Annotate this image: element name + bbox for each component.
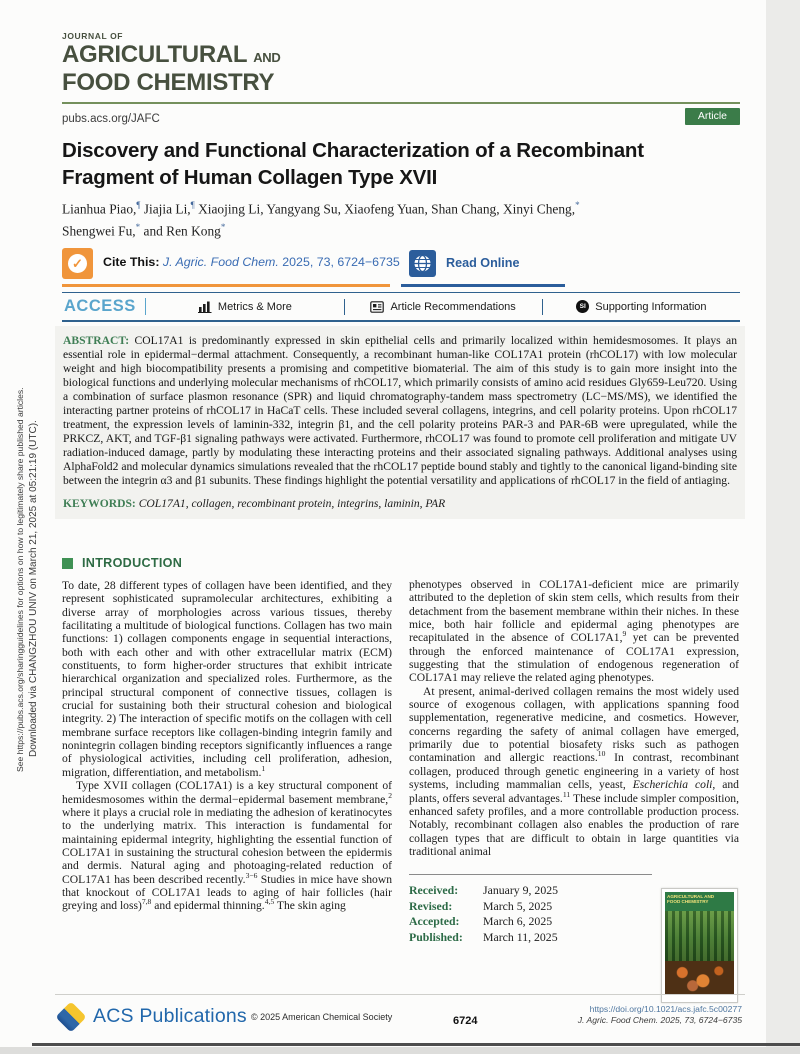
- abstract-label: ABSTRACT:: [63, 334, 130, 347]
- cover-crops-image: [665, 911, 734, 961]
- doi-link[interactable]: https://doi.org/10.1021/acs.jafc.5c00277: [589, 1004, 742, 1014]
- cite-bar: [62, 247, 740, 287]
- date-value: March 11, 2025: [483, 930, 558, 944]
- right-column-text: [409, 578, 739, 858]
- keywords-label: KEYWORDS:: [63, 497, 136, 510]
- text-run: where it plays a crucial role in mediating the adhesion of keratinocytes to the underlying matrix. This interaction is fundamental for maintaining epidermal integrity, highlighting the essential function of COL17A1 in sustaining the structural cohesion between the epidermis and dermis. Natural aging and photoaging-related reduction of COL17A1 has been described recently.: [62, 805, 392, 886]
- date-row: [409, 883, 652, 899]
- recommendations-icon: [370, 301, 384, 313]
- right-column: [409, 556, 739, 946]
- paragraph: [62, 579, 392, 779]
- masthead-rule: [62, 102, 740, 104]
- abstract-text: [63, 334, 737, 488]
- author-affiliation-mark: ¶: [190, 200, 195, 210]
- metrics-and-more-link[interactable]: [146, 301, 343, 313]
- masthead-agricultural: AGRICULTURAL: [62, 41, 247, 68]
- cite-this-text: [103, 255, 400, 269]
- article-title-line2: Fragment of Human Collagen Type XVII: [62, 165, 438, 189]
- body-columns: [62, 556, 740, 946]
- reference-superscript[interactable]: 1: [261, 763, 266, 773]
- cover-title-line1: AGRICULTURAL AND: [667, 894, 715, 899]
- access-bar: [62, 292, 740, 322]
- keywords-line: [63, 497, 737, 510]
- read-online-underline: [401, 284, 565, 287]
- article-title: [62, 138, 742, 191]
- reference-superscript[interactable]: 9: [622, 629, 627, 639]
- metrics-icon: [198, 301, 212, 313]
- left-column: [62, 556, 392, 946]
- article-type-badge: Article: [685, 108, 740, 125]
- doi-block: [578, 1004, 742, 1026]
- author-name[interactable]: Xiaojing Li, Yangyang Su, Xiaofeng Yuan, Shan Chang, Xinyi Cheng,: [194, 201, 576, 217]
- date-label: Revised:: [409, 898, 453, 913]
- page-footer: [55, 994, 745, 1042]
- section-square-icon: [62, 558, 73, 569]
- supporting-information-link[interactable]: [543, 300, 740, 313]
- masthead-line1: [62, 42, 280, 70]
- author-name[interactable]: Lianhua Piao,: [62, 201, 137, 217]
- left-column-text: [62, 579, 392, 913]
- date-row: [409, 930, 652, 946]
- scan-bottom-line: [32, 1043, 800, 1046]
- reference-superscript[interactable]: 4,5: [264, 897, 275, 907]
- author-list: [62, 196, 742, 241]
- date-value: March 5, 2025: [483, 898, 553, 913]
- date-label: Published:: [409, 930, 463, 944]
- cite-journal-name: J. Agric. Food Chem.: [162, 255, 279, 269]
- footer-citation: J. Agric. Food Chem. 2025, 73, 6724−6735: [577, 1015, 742, 1025]
- sharing-guidelines-text: See https://pubs.acs.org/sharingguidelines for options on how to legitimately share published articles.: [15, 387, 25, 772]
- recommendations-label: Article Recommendations: [390, 300, 516, 313]
- author-affiliation-mark: *: [220, 222, 226, 233]
- date-row: [409, 899, 652, 915]
- text-run: At present, animal-derived collagen remains the most widely used source of exogenous collagen, with applications spanning food supplementation, regenerative medicine, and cosmetics. However, concerns regarding the safety of animal collagen have emerged, primarily due to potential biosafety risks such as pathogen contamination and allergic reactions.: [409, 684, 739, 765]
- scan-edge-bottom: [0, 1047, 800, 1054]
- cover-soil-image: [665, 961, 734, 994]
- metrics-label: Metrics & More: [217, 300, 292, 313]
- journal-url-link[interactable]: pubs.acs.org/JAFC: [62, 113, 160, 125]
- read-online-button[interactable]: Read Online: [446, 256, 520, 270]
- abstract-body: COL17A1 is predominantly expressed in skin epithelial cells and primarily localized within hemidesmosomes. It plays an essential role in epidermal−dermal attachment. Consequently, a recombinant human-like COL17A1 protein (rhCOL17) with low molecular weight and high biocompatibility presents a promising and competitive biomaterial. The aim of this study is to gain more insight into the biological functions and underlying molecular mechanisms of rhCOL17, which primarily consists of amino acid residues Gly659-Leu720. Using a combination of surface plasmon resonance (SPR) and liquid chromatography-tandem mass spectrometry (LC−MS/MS), we identified the interacting partner proteins of rhCOL17 in HaCaT cells. These included several collagens, integrins, and cell polarity proteins. Upon rhCOL17 treatment, the expression levels of laminin-332, integrin β1, and the cell polarity proteins PAR-3 and PAR-6B were upregulated, while the PRKCZ, AKT, and TGF-β1 signaling pathways were activated. Furthermore, rhCOL17 was found to promote cell proliferation and mitigate UV radiation-induced damage, partly by modulating these interacting proteins and their associated signaling pathways. Additional analyses using AlphaFold2 and molecular dynamics simulations revealed that the rhCOL17 peptide bound stably and tightly to the canonical ligand-binding site between the integrin α3 and β1 subunits. These findings highlight the potential versatility and applications of rhCOL17 in the field of antiaging.: [63, 334, 737, 487]
- text-run: yet can be prevented through the enforced maintenance of COL17A1 expression, suggesting that the stimulation of endogenous regeneration of COL17A1 may relieve the related aging phenotypes.: [409, 631, 739, 685]
- cite-citation-link[interactable]: [163, 255, 400, 269]
- access-link[interactable]: ACCESS: [64, 297, 136, 315]
- reference-superscript[interactable]: 7,8: [141, 897, 152, 907]
- text-run: To date, 28 different types of collagen have been identified, and they represent sophisticated supramolecular architectures, exhibiting a diverse array of morphologies across various tissues, thereby facilitating a multitude of biological functions. Collagen has two main functions: 1) collagen components engage in sequential interactions, both with each other and with other extracellular matrix (ECM) constituents, to form higher-order structures that exhibit intricate hierarchical organization and specialized roles. Furthermore, as the principal structural component of connective tissues, collagen is crucial for sustaining both their structural cohesion and biological integrity. 2) The interaction of specific motifs on the collagen with cell membrane surface receptors like collagen-binding integrin family and nonintegrin collagen binding receptors significantly influences a range of physiological activities, including cell proliferation, adhesion, migration, differentiation, and metabolism.: [62, 579, 392, 779]
- date-label: Accepted:: [409, 914, 460, 929]
- author-affiliation-mark: *: [575, 200, 580, 210]
- url-row: [62, 109, 740, 127]
- author-name[interactable]: Jiajia Li,: [140, 201, 191, 217]
- paragraph: [409, 685, 739, 858]
- author-name[interactable]: and Ren Kong: [140, 223, 221, 239]
- date-value: January 9, 2025: [483, 883, 559, 898]
- text-run: Type XVII collagen (COL17A1) is a key structural component of hemidesmosomes within the dermal−epidermal basement membrane,: [62, 779, 392, 806]
- globe-icon[interactable]: [409, 250, 436, 277]
- keywords-text: COL17A1, collagen, recombinant protein, integrins, laminin, PAR: [135, 497, 446, 510]
- text-run: The skin aging: [274, 899, 346, 913]
- reference-superscript[interactable]: 3−6: [245, 870, 258, 880]
- author-affiliation-mark: ¶: [136, 200, 141, 210]
- page-number: 6724: [453, 1015, 478, 1027]
- italic-text: Escherichia coli: [632, 778, 713, 792]
- text-run: In contrast, recombinant collagen, produced through genetic engineering in a variety of host systems, including mammalian cells, yeast,: [409, 751, 739, 792]
- reference-superscript[interactable]: 2: [388, 790, 392, 800]
- cover-title-line2: FOOD CHEMISTRY: [667, 899, 709, 904]
- author-name[interactable]: Shengwei Fu,: [62, 223, 136, 239]
- download-provenance-text: Downloaded via CHANGZHOU UNIV on March 21, 2025 at 05:21:19 (UTC).: [28, 420, 39, 757]
- supporting-info-label: Supporting Information: [595, 300, 707, 313]
- text-run: Studies in mice have shown that knockout of COL17A1 leads to aging of hair follicles (hair greying and loss): [62, 872, 393, 913]
- text-run: phenotypes observed in COL17A1-deficient mice are primarily attributed to the depletion of skin stem cells, which results from their detachment from the basement membrane within their niches. In these mice, both hair follicle and epidermal aging phenotypes are recapitulated in the absence of COL17A1,: [409, 578, 739, 645]
- journal-cover-thumbnail[interactable]: [661, 888, 738, 1003]
- masthead-line2: FOOD CHEMISTRY: [62, 69, 275, 96]
- journal-masthead: [62, 31, 280, 95]
- supporting-info-icon: SI: [576, 300, 589, 313]
- article-title-line1: Discovery and Functional Characterization of a Recombinant: [62, 139, 644, 162]
- date-value: March 6, 2025: [483, 914, 553, 929]
- checkmark-glyph: ✓: [68, 254, 87, 273]
- cite-check-icon: [62, 248, 93, 279]
- article-recommendations-link[interactable]: [345, 301, 542, 313]
- abstract-block: [55, 326, 745, 519]
- acs-brand-text: ACS Publications: [93, 1005, 247, 1027]
- masthead-kicker: JOURNAL OF: [62, 31, 124, 41]
- paragraph: [409, 578, 739, 685]
- text-run: and epidermal thinning.: [151, 899, 265, 913]
- cover-masthead: [665, 892, 734, 911]
- acs-diamond-icon: [55, 1001, 86, 1032]
- cite-this-label: Cite This:: [103, 255, 160, 269]
- author-affiliation-mark: *: [135, 222, 141, 233]
- cite-underline: [62, 284, 390, 287]
- date-label: Received:: [409, 883, 459, 898]
- date-row: [409, 914, 652, 930]
- reference-superscript[interactable]: 10: [597, 749, 606, 759]
- dates-table: [409, 874, 652, 945]
- reference-superscript[interactable]: 11: [562, 789, 571, 799]
- paragraph: [62, 779, 392, 912]
- copyright-text: © 2025 American Chemical Society: [251, 1012, 393, 1022]
- text-run: , and plants, offers several advantages.: [409, 778, 739, 805]
- acs-publications-logo[interactable]: [60, 1005, 247, 1028]
- masthead-and: AND: [253, 50, 281, 65]
- text-run: These include simpler composition, enhanced safety profiles, and a more controllable production process. Notably, recombinant collagen also enables the production of rare collagen types that are difficult to obtain in large quantities via traditional animal: [409, 791, 739, 858]
- cite-volume-pages: 2025, 73, 6724−6735: [278, 255, 400, 269]
- introduction-heading-text: INTRODUCTION: [82, 556, 183, 570]
- introduction-heading: [62, 556, 392, 570]
- scan-edge-right: [766, 0, 800, 1054]
